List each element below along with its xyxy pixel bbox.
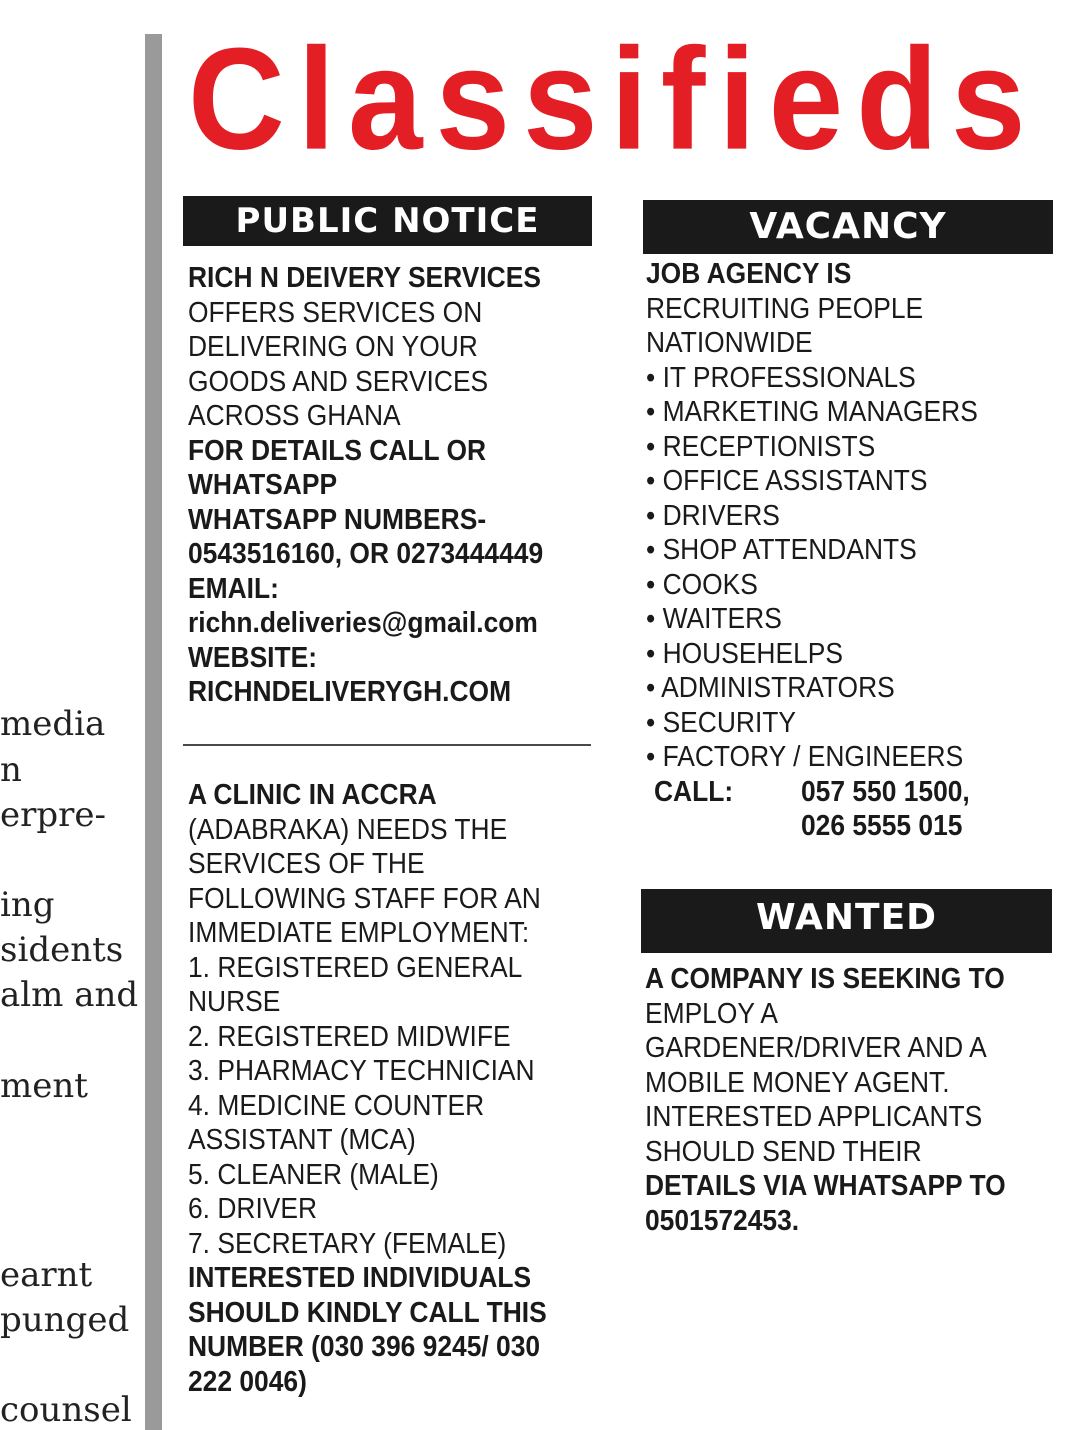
ad-line: RICH N DEIVERY SERVICES: [188, 262, 541, 294]
ad-line: SHOULD SEND THEIR: [645, 1135, 922, 1168]
list-item: 4. MEDICINE COUNTER: [188, 1089, 485, 1122]
role-item: • SHOP ATTENDANTS: [646, 534, 917, 566]
phone-numbers: 0543516160, OR 0273444449: [188, 538, 544, 570]
list-item: 7. SECRETARY (FEMALE): [188, 1227, 507, 1260]
ad-line: RECRUITING PEOPLE: [646, 292, 924, 325]
ad-line: IMMEDIATE EMPLOYMENT:: [188, 917, 530, 949]
ad-line: EMAIL:: [188, 572, 279, 605]
ad-line: INTERESTED INDIVIDUALS: [188, 1262, 532, 1294]
role-item: • FACTORY / ENGINEERS: [646, 741, 964, 773]
list-item: 2. REGISTERED MIDWIFE: [188, 1020, 511, 1053]
phone-number: 026 5555 015: [801, 810, 963, 842]
phone-numbers: NUMBER (030 396 9245/ 030: [188, 1331, 541, 1363]
masthead: [188, 30, 1048, 170]
ad-line: WEBSITE:: [188, 641, 318, 674]
website-address: RICHNDELIVERYGH.COM: [188, 676, 512, 708]
ad-line: GARDENER/DRIVER AND A: [645, 1032, 987, 1064]
fragment-line: erpre-: [0, 795, 107, 835]
ad-separator: [183, 744, 591, 746]
phone-number: 0501572453.: [645, 1204, 800, 1237]
ad-line: DETAILS VIA WHATSAPP TO: [645, 1170, 1006, 1202]
fragment-line: ing: [0, 885, 55, 925]
ad-line: GOODS AND SERVICES: [188, 365, 489, 398]
list-item: NURSE: [188, 986, 281, 1018]
role-item: • HOUSEHELPS: [646, 637, 843, 670]
ad-line: (ADABRAKA) NEEDS THE: [188, 813, 508, 846]
ad-line: OFFERS SERVICES ON: [188, 296, 483, 329]
page-title: Classifieds: [188, 30, 1039, 170]
ad-line: SHOULD KINDLY CALL THIS: [188, 1296, 547, 1329]
role-item: • COOKS: [646, 568, 758, 601]
fragment-line: punged: [0, 1300, 130, 1340]
ad-line: A COMPANY IS SEEKING TO: [645, 963, 1005, 995]
ad-line: SERVICES OF THE: [188, 848, 425, 880]
role-item: • DRIVERS: [646, 499, 780, 532]
role-item: • MARKETING MANAGERS: [646, 396, 978, 428]
fragment-line: counsel: [0, 1390, 132, 1430]
ad-line: JOB AGENCY IS: [646, 258, 852, 290]
column-divider: [145, 34, 162, 1430]
ad-line: WHATSAPP NUMBERS-: [188, 503, 487, 536]
wanted-ad: [645, 962, 1006, 1238]
fragment-line: ment: [0, 1066, 88, 1106]
ad-line: FOLLOWING STAFF FOR AN: [188, 882, 541, 915]
fragment-line: alm and: [0, 975, 139, 1015]
clinic-ad: [188, 778, 547, 1399]
adjacent-article-fragments: [0, 0, 140, 1430]
fragment-line: media: [0, 704, 106, 744]
ad-line: DELIVERING ON YOUR: [188, 331, 478, 363]
phone-numbers: 222 0046): [188, 1365, 307, 1398]
fragment-line: sidents: [0, 930, 124, 970]
delivery-services-ad: [188, 261, 543, 710]
ad-line: WHATSAPP: [188, 469, 338, 501]
ad-line: A CLINIC IN ACCRA: [188, 779, 437, 811]
ad-line: INTERESTED APPLICANTS: [645, 1101, 983, 1133]
email-address: richn.deliveries@gmail.com: [188, 607, 538, 639]
list-item: ASSISTANT (MCA): [188, 1124, 416, 1156]
role-item: • ADMINISTRATORS: [646, 672, 895, 704]
ad-line: EMPLOY A: [645, 997, 779, 1030]
role-item: • WAITERS: [646, 603, 782, 635]
phone-number: 057 550 1500,: [801, 776, 970, 808]
role-item: • IT PROFESSIONALS: [646, 361, 916, 394]
wanted-banner: WANTED: [641, 889, 1052, 953]
call-label: CALL:: [654, 776, 734, 808]
list-item: 5. CLEANER (MALE): [188, 1158, 439, 1191]
ad-line: MOBILE MONEY AGENT.: [645, 1066, 950, 1099]
vacancy-ad: [646, 257, 978, 775]
list-item: 3. PHARMACY TECHNICIAN: [188, 1055, 535, 1087]
ad-line: ACROSS GHANA: [188, 400, 401, 432]
role-item: • OFFICE ASSISTANTS: [646, 465, 928, 497]
list-item: 6. DRIVER: [188, 1193, 318, 1225]
fragment-line: earnt: [0, 1255, 93, 1295]
public-notice-banner: PUBLIC NOTICE: [183, 196, 592, 246]
ad-line: FOR DETAILS CALL OR: [188, 434, 487, 467]
role-item: • RECEPTIONISTS: [646, 430, 876, 463]
list-item: 1. REGISTERED GENERAL: [188, 951, 523, 984]
vacancy-banner: VACANCY: [643, 200, 1053, 254]
role-item: • SECURITY: [646, 706, 797, 739]
fragment-line: n: [0, 750, 22, 790]
ad-line: NATIONWIDE: [646, 327, 813, 359]
